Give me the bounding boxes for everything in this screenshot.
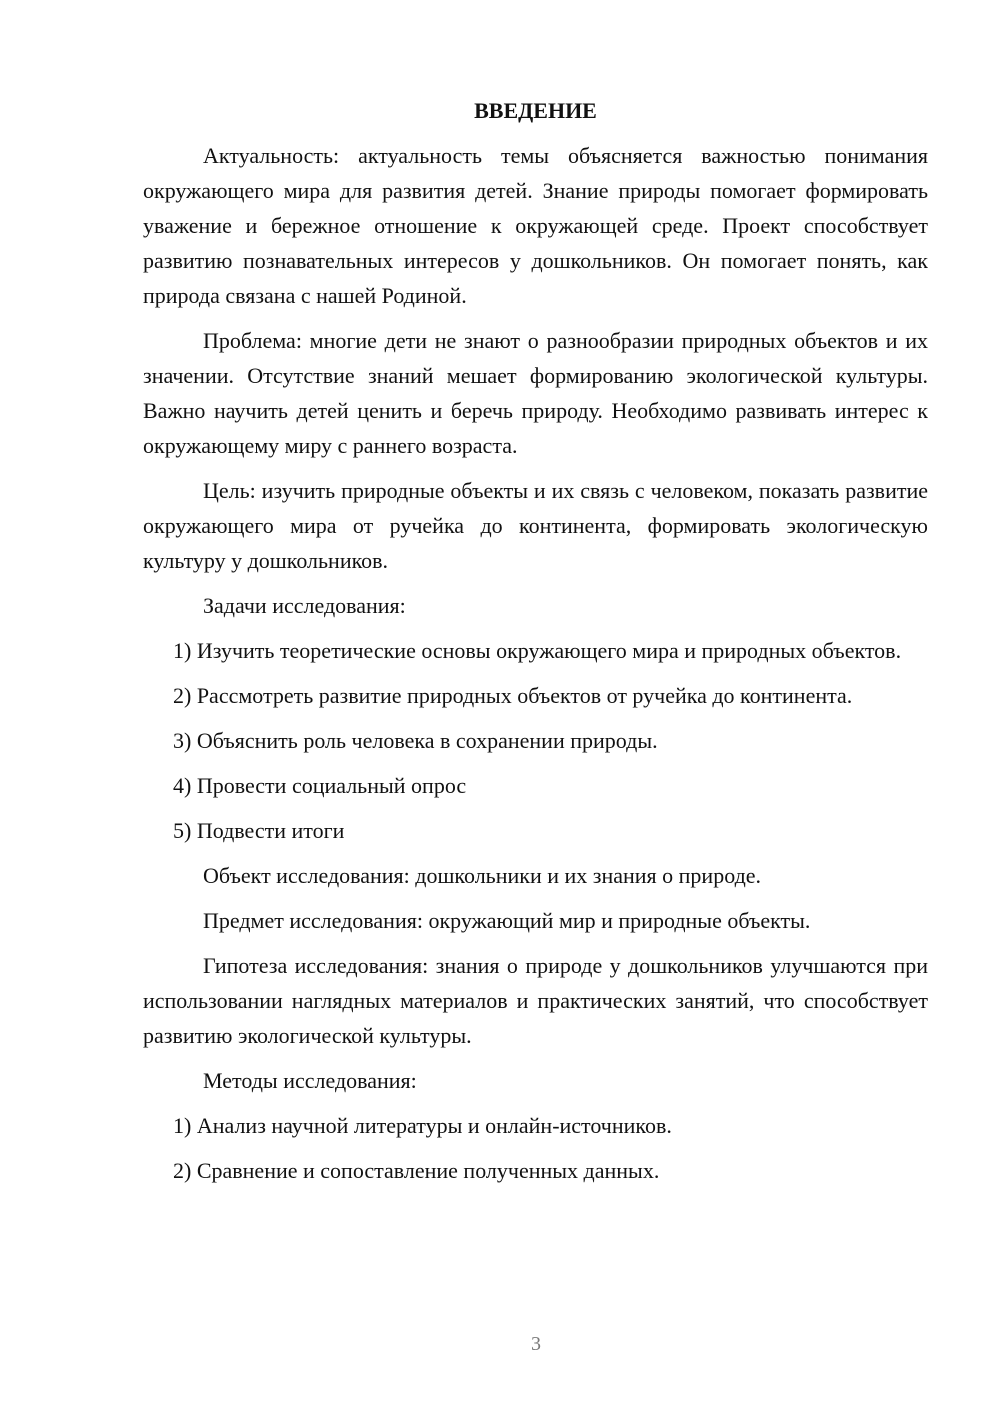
task-item: 1) Изучить теоретические основы окружающего мира и природных объектов. [173,638,902,663]
section-title: ВВЕДЕНИЕ [474,98,597,123]
problem-paragraph: Проблема: многие дети не знают о разнообразии природных объектов и их значении. Отсутствие знаний мешает формированию экологической культуры. Важно научить детей ценить и беречь природу. Необходимо развивать интерес к окружающему миру с раннего возраста. [143,328,928,458]
object-paragraph: Объект исследования: дошкольники и их знания о природе. [203,863,762,888]
tasks-heading: Задачи исследования: [203,593,406,618]
task-item: 4) Провести социальный опрос [173,773,467,798]
task-item: 2) Рассмотреть развитие природных объектов от ручейка до континента. [173,683,853,708]
relevance-paragraph: Актуальность: актуальность темы объясняется важностью понимания окружающего мира для развития детей. Знание природы помогает формировать уважение и бережное отношение к окружающей среде. Проект способствует развитию познавательных интересов у дошкольников. Он помогает понять, как природа связана с нашей Родиной. [143,143,928,308]
hypothesis-paragraph: Гипотеза исследования: знания о природе у дошкольников улучшаются при использовании наглядных материалов и практических занятий, что способствует развитию экологической культуры. [143,953,928,1048]
subject-paragraph: Предмет исследования: окружающий мир и природные объекты. [203,908,811,933]
method-item: 2) Сравнение и сопоставление полученных данных. [173,1158,660,1183]
goal-paragraph: Цель: изучить природные объекты и их связь с человеком, показать развитие окружающего мира от ручейка до континента, формировать экологическую культуру у дошкольников. [143,478,928,573]
method-item: 1) Анализ научной литературы и онлайн-источников. [173,1113,672,1138]
task-item: 5) Подвести итоги [173,818,345,843]
task-item: 3) Объяснить роль человека в сохранении природы. [173,728,658,753]
methods-heading: Методы исследования: [203,1068,417,1093]
page-number: 3 [531,1333,541,1355]
page-content [143,93,928,1198]
